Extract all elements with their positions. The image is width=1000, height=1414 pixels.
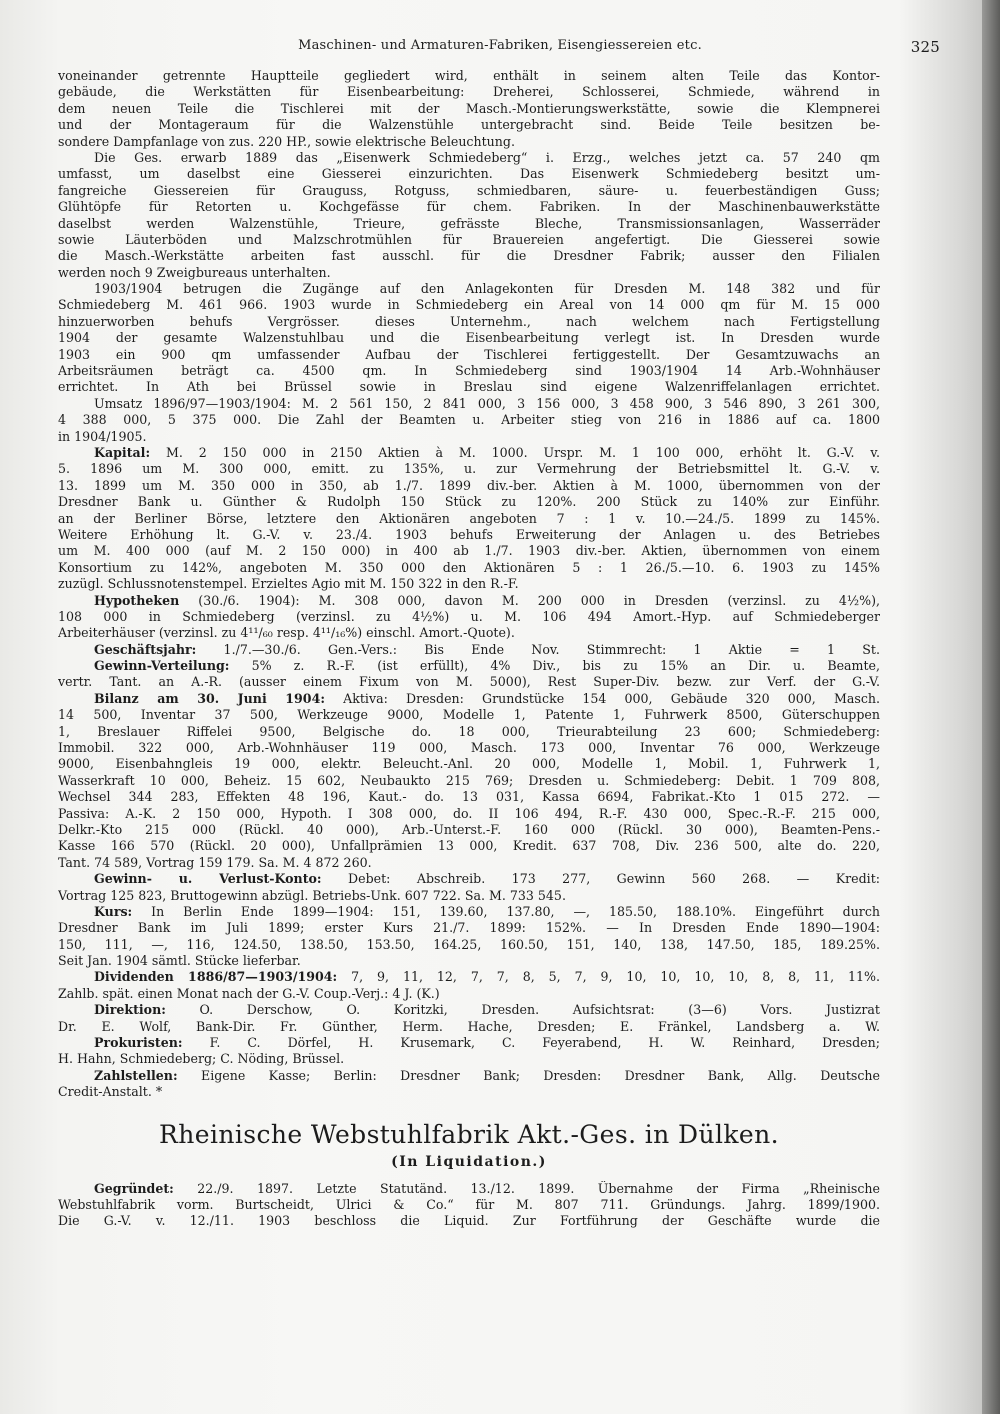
line-text: gebäude, die Werkstätten für Eisenbearbeitung: Dreherei, Schlosserei, Schmiede, während in <box>58 84 880 100</box>
line-text: 5. 1896 um M. 300 000, emitt. zu 135%, u. zur Vermehrung der Betriebsmittel lt. G.-V. v. <box>58 461 880 477</box>
line-text: 1, Breslauer Riffelei 9500, Belgische do. 18 000, Trieurabteilung 23 600; Schmiedeberg: <box>58 723 880 739</box>
line-text: Wechsel 344 283, Effekten 48 196, Kaut.- do. 13 031, Kassa 6694, Fabrikat.-Kto 1 015 272. — <box>58 789 880 805</box>
company-title: Rheinische Webstuhlfabrik Akt.-Ges. in Dülken. <box>159 1119 779 1149</box>
line-text: an der Berliner Börse, letztere den Aktionären angeboten 7 : 1 v. 10.—24./5. 1899 zu 145%. <box>58 510 880 526</box>
text-line <box>58 855 880 871</box>
text-line <box>58 281 880 297</box>
text-line <box>58 511 880 527</box>
line-text: Dresdner Bank im Juli 1899; erster Kurs 21./7. 1899: 152%. — In Dresden Ende 1890—1904: <box>58 920 880 936</box>
line-text: 150, 111, —, 116, 124.50, 138.50, 153.50, 164.25, 160.50, 151, 140, 138, 147.50, 185, 189.25%. <box>58 936 880 952</box>
line-text: die Masch.-Werkstätte arbeiten fast ausschl. für die Dresdner Fabrik; ausser den Filialen <box>58 248 880 264</box>
body-text <box>58 68 880 1230</box>
line-text: 1903 ein 900 qm umfassender Aufbau der Tischlerei fertiggestellt. Der Gesamtzuwachs an <box>58 346 880 362</box>
line-text: Weitere Erhöhung lt. G.-V. v. 23./4. 1903 behufs Erweiterung der Anlagen u. des Betriebes <box>58 526 880 542</box>
text-line <box>58 84 880 100</box>
text-line <box>58 314 880 330</box>
line-text: sondere Dampfanlage von zus. 220 HP., sowie elektrische Beleuchtung. <box>58 133 515 149</box>
entry-label: Kurs: <box>94 903 133 919</box>
line-text: Wasserkraft 10 000, Beheiz. 15 602, Neubaukto 215 769; Dresden u. Schmiedeberg: Debit. 1 709 808, <box>58 772 880 788</box>
text-line <box>58 773 880 789</box>
text-line <box>58 560 880 576</box>
line-text: Umsatz 1896/97—1903/1904: M. 2 561 150, 2 841 000, 3 156 000, 3 458 900, 3 546 890, 3 261 300, <box>94 395 880 411</box>
text-line <box>58 216 880 232</box>
text-line <box>58 543 880 559</box>
line-text: hinzuerworben behufs Vergrösser. dieses Unternehm., nach welchem nach Fertigstellung <box>58 313 880 329</box>
line-text: 13. 1899 um M. 350 000 in 350, ab 1./7. 1899 div.-ber. Aktien à M. 1000, übernommen von der <box>58 477 880 493</box>
entry-label: Zahlstellen: <box>94 1067 178 1083</box>
text-line <box>58 265 880 281</box>
line-text: werden noch 9 Zweigbureaus unterhalten. <box>58 264 331 280</box>
entry-label: Hypotheken <box>94 592 180 608</box>
entry-label: Dividenden 1886/87—1903/1904: <box>94 969 338 985</box>
text-line <box>58 134 880 150</box>
line-text: in 1904/1905. <box>58 428 147 444</box>
running-head <box>60 38 940 60</box>
line-text: Glühtöpfe für Retorten u. Kochgefässe für chem. Fabriken. In der Maschinenbauwerkstätte <box>58 199 880 215</box>
page-number: 325 <box>910 38 940 56</box>
company-heading <box>58 1119 880 1173</box>
text-line <box>58 707 880 723</box>
text-line <box>58 412 880 428</box>
line-text: 9000, Eisenbahngleis 19 000, elektr. Beleucht.-Anl. 20 000, Modelle 1, Mobil. 1, Fuhrwerk 1, <box>58 756 880 772</box>
text-line <box>58 937 880 953</box>
line-text: 4 388 000, 5 375 000. Die Zahl der Beamten u. Arbeiter stieg von 216 in 1886 auf ca. 1800 <box>58 412 880 428</box>
entry-label: Prokuristen: <box>94 1035 183 1051</box>
line-text: Kasse 166 570 (Rückl. 20 000), Unfallprämien 13 000, Kredit. 637 708, Div. 236 500, alte do. 220, <box>58 838 880 854</box>
running-title: Maschinen- und Armaturen-Fabriken, Eisengiessereien etc. <box>298 38 702 53</box>
text-line <box>58 986 880 1002</box>
line-text: Konsortium zu 142%, angeboten M. 350 000 den Aktionären 5 : 1 26./5.—10. 6. 1903 zu 145% <box>58 559 880 575</box>
page-gutter-shadow <box>982 0 1000 1414</box>
text-line <box>58 625 880 641</box>
text-line <box>58 347 880 363</box>
text-line <box>58 445 880 461</box>
line-text: 1904 der gesamte Walzenstuhlbau und die Eisenbearbeitung verlegt ist. In Dresden wurde <box>58 330 880 346</box>
text-line <box>58 576 880 592</box>
line-text: Seit Jan. 1904 sämtl. Stücke lieferbar. <box>58 953 301 969</box>
line-text: Delkr.-Kto 215 000 (Rückl. 40 000), Arb.-Unterst.-F. 160 000 (Rückl. 30 000), Beamten-Pens.- <box>58 821 880 837</box>
line-text: dem neuen Teile die Tischlerei mit der Masch.-Montierungswerkstätte, sowie die Klempnerei <box>58 100 880 116</box>
line-text: Passiva: A.-K. 2 150 000, Hypoth. I 308 000, do. II 106 494, R.-F. 430 000, Spec.-R.-F. 215 000, <box>58 805 880 821</box>
text-line <box>58 183 880 199</box>
text-line <box>58 609 880 625</box>
text-line <box>58 756 880 772</box>
line-text: (30./6. 1904): M. 308 000, davon M. 200 000 in Dresden (verzinsl. zu 4½%), <box>179 592 880 608</box>
text-line <box>58 1181 880 1197</box>
line-text: Arbeitsräumen beträgt ca. 4500 qm. In Schmiedeberg sind 1903/1904 14 Arb.-Wohnhäuser <box>58 363 880 379</box>
text-line <box>58 1019 880 1035</box>
text-line <box>58 248 880 264</box>
text-line <box>58 1197 880 1213</box>
text-line <box>58 166 880 182</box>
text-line <box>58 494 880 510</box>
text-line <box>58 1035 880 1051</box>
line-text: In Berlin Ende 1899—1904: 151, 139.60, 137.80, —, 185.50, 188.10%. Eingeführt durch <box>132 903 880 919</box>
text-line <box>58 101 880 117</box>
line-text: um M. 400 000 (auf M. 2 150 000) in 400 ab 1./7. 1903 div.-ber. Aktien, übernommen von einem <box>58 543 880 559</box>
line-text: 1./7.—30./6. Gen.-Vers.: Bis Ende Nov. Stimmrecht: 1 Aktie = 1 St. <box>196 641 880 657</box>
text-line <box>58 527 880 543</box>
line-text: O. Derschow, O. Koritzki, Dresden. Aufsichtsrat: (3—6) Vors. Justizrat <box>165 1002 880 1018</box>
text-line <box>58 642 880 658</box>
text-line <box>58 150 880 166</box>
text-line <box>58 396 880 412</box>
line-text: Die Ges. erwarb 1889 das „Eisenwerk Schmiedeberg“ i. Erzg., welches jetzt ca. 57 240 qm <box>94 149 880 165</box>
line-text: 1903/1904 betrugen die Zugänge auf den Anlagekonten für Dresden M. 148 382 und für <box>94 281 880 297</box>
text-line <box>58 724 880 740</box>
line-text: umfasst, um daselbst eine Giesserei einzurichten. Das Eisenwerk Schmiedeberg besitzt um- <box>58 166 880 182</box>
line-text: Dr. E. Wolf, Bank-Dir. Fr. Günther, Herm. Hache, Dresden; E. Fränkel, Landsberg a. W. <box>58 1018 880 1034</box>
text-line <box>58 117 880 133</box>
text-line <box>58 953 880 969</box>
text-line <box>58 1213 880 1229</box>
entry-label: Bilanz am 30. Juni 1904: <box>94 690 325 706</box>
line-text: Arbeiterhäuser (verzinsl. zu 4¹¹/₆₀ resp. 4¹¹/₁₆%) einschl. Amort.-Quote). <box>58 625 515 641</box>
line-text: Vortrag 125 823, Bruttogewinn abzügl. Betriebs-Unk. 607 722. Sa. M. 733 545. <box>58 887 566 903</box>
text-line <box>58 1002 880 1018</box>
line-text: 108 000 in Schmiedeberg (verzinsl. zu 4½%) u. M. 106 494 Amort.-Hyp. auf Schmiedeberger <box>58 608 880 624</box>
text-line <box>58 429 880 445</box>
line-text: 5% z. R.-F. (ist erfüllt), 4% Div., bis zu 15% an Dir. u. Beamte, <box>229 658 880 674</box>
line-text: Aktiva: Dresden: Grundstücke 154 000, Gebäude 320 000, Masch. <box>324 690 880 706</box>
text-line <box>58 871 880 887</box>
line-text: sowie Läuterböden und Malzschrotmühlen für Brauereien angefertigt. Die Giesserei sowie <box>58 231 880 247</box>
company-subtitle: (In Liquidation.) <box>391 1153 547 1170</box>
text-line <box>58 888 880 904</box>
line-text: Zahlb. spät. einen Monat nach der G.-V. Coup.-Verj.: 4 J. (K.) <box>58 985 440 1001</box>
line-text: daselbst werden Walzenstühle, Trieure, gefrässte Bleche, Transmissionsanlagen, Wasserräder <box>58 215 880 231</box>
text-line <box>58 838 880 854</box>
text-line <box>58 674 880 690</box>
text-line <box>58 904 880 920</box>
entry-label: Gewinn-Verteilung: <box>94 658 230 674</box>
line-text: Eigene Kasse; Berlin: Dresdner Bank; Dresden: Dresdner Bank, Allg. Deutsche <box>177 1067 880 1083</box>
text-line <box>58 199 880 215</box>
text-line <box>58 593 880 609</box>
text-line <box>58 68 880 84</box>
line-text: fangreiche Giessereien für Grauguss, Rotguss, schmiedbaren, säure- u. feuerbeständigen Guss; <box>58 182 880 198</box>
line-text: H. Hahn, Schmiedeberg; C. Nöding, Brüssel. <box>58 1051 345 1067</box>
main-text-block <box>58 68 880 1101</box>
line-text: Immobil. 322 000, Arb.-Wohnhäuser 119 000, Masch. 173 000, Inventar 76 000, Werkzeuge <box>58 740 880 756</box>
line-text: Tant. 74 589, Vortrag 159 179. Sa. M. 4 872 260. <box>58 854 372 870</box>
text-line <box>58 740 880 756</box>
text-line <box>58 1068 880 1084</box>
text-line <box>58 806 880 822</box>
entry-label: Gewinn- u. Verlust-Konto: <box>94 871 322 887</box>
text-line <box>58 789 880 805</box>
entry-label: Gegründet: <box>94 1180 174 1196</box>
line-text: F. C. Dörfel, H. Krusemark, C. Feyerabend, H. W. Reinhard, Dresden; <box>182 1035 880 1051</box>
text-line <box>58 232 880 248</box>
line-text: Die G.-V. v. 12./11. 1903 beschloss die Liquid. Zur Fortführung der Geschäfte wurde die <box>58 1213 880 1229</box>
text-line <box>58 363 880 379</box>
text-line <box>58 1084 880 1100</box>
line-text: vertr. Tant. an A.-R. (ausser einem Fixum von M. 5000), Rest Super-Div. bezw. zur Verf. der G.-V. <box>58 674 880 690</box>
line-text: Debet: Abschreib. 173 277, Gewinn 560 268. — Kredit: <box>321 871 880 887</box>
entry-label: Kapital: <box>94 444 151 460</box>
line-text: voneinander getrennte Hauptteile gegliedert wird, enthält in seinem alten Teile das Kontor- <box>58 68 880 83</box>
line-text: Credit-Anstalt. * <box>58 1084 163 1100</box>
company-text-block <box>58 1181 880 1230</box>
text-line <box>58 330 880 346</box>
text-line <box>58 691 880 707</box>
entry-label: Direktion: <box>94 1002 166 1018</box>
line-text: zuzügl. Schlussnotenstempel. Erzieltes Agio mit M. 150 322 in den R.-F. <box>58 576 519 592</box>
line-text: errichtet. In Ath bei Brüssel sowie in Breslau sind eigene Walzenriffelanlagen errichtet. <box>58 379 880 395</box>
line-text: Schmiedeberg M. 461 966. 1903 wurde in Schmiedeberg ein Areal von 14 000 qm für M. 15 000 <box>58 297 880 313</box>
line-text: M. 2 150 000 in 2150 Aktien à M. 1000. Urspr. M. 1 100 000, erhöht lt. G.-V. v. <box>150 444 880 460</box>
line-text: 14 500, Inventar 37 500, Werkzeuge 9000, Modelle 1, Patente 1, Fuhrwerk 8500, Güterschuppen <box>58 707 880 723</box>
line-text: 22./9. 1897. Letzte Statutänd. 13./12. 1899. Übernahme der Firma „Rheinische <box>173 1180 880 1196</box>
text-line <box>58 379 880 395</box>
line-text: und der Montageraum für die Walzenstühle untergebracht sind. Beide Teile besitzen be- <box>58 117 880 133</box>
text-line <box>58 920 880 936</box>
text-line <box>58 822 880 838</box>
entry-label: Geschäftsjahr: <box>94 641 197 657</box>
text-line <box>58 478 880 494</box>
line-text: 7, 9, 11, 12, 7, 7, 8, 5, 7, 9, 10, 10, 10, 10, 8, 8, 11, 11%. <box>337 969 880 985</box>
text-line <box>58 1051 880 1067</box>
line-text: Webstuhlfabrik vorm. Burtscheidt, Ulrici & Co.“ für M. 807 711. Gründungs. Jahrg. 1899/1900. <box>58 1197 880 1212</box>
text-line <box>58 658 880 674</box>
text-line <box>58 461 880 477</box>
text-line <box>58 297 880 313</box>
line-text: Dresdner Bank u. Günther & Rudolph 150 Stück zu 120%. 200 Stück zu 140% zur Einführ. <box>58 494 880 510</box>
text-line <box>58 969 880 985</box>
